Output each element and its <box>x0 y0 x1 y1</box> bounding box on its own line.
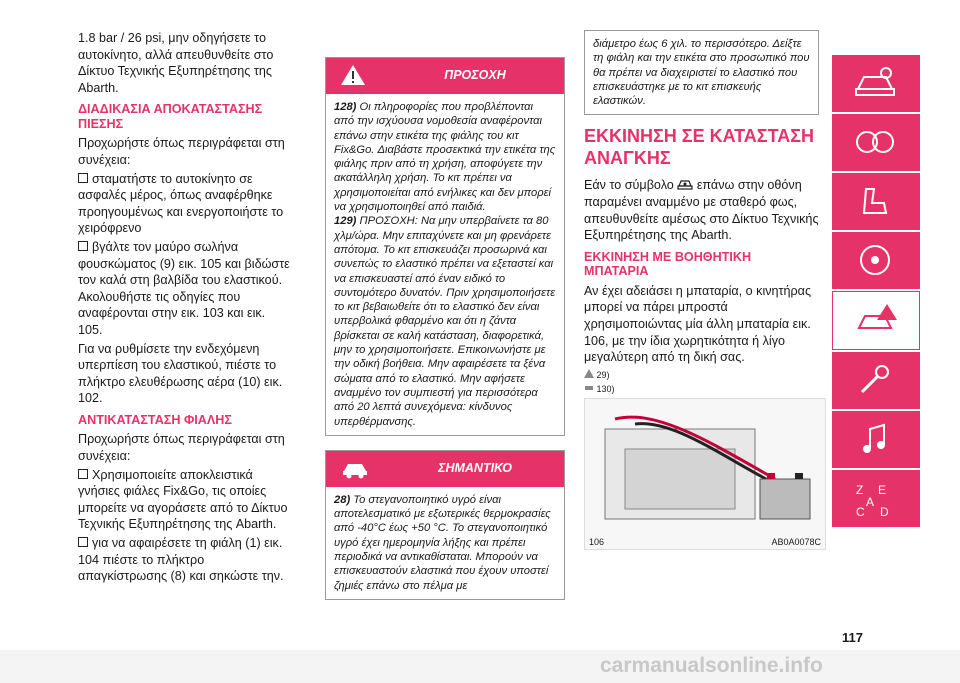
wrench-icon <box>852 360 898 400</box>
tab-index[interactable] <box>832 470 920 527</box>
svg-text:A: A <box>866 495 875 509</box>
section-heading: ΕΚΚΙΝΗΣΗ ΜΕ ΒΟΗΘΗΤΙΚΗ ΜΠΑΤΑΡΙΑ <box>584 249 752 279</box>
watermark-text: carmanualsonline.info <box>600 654 823 677</box>
checkbox-bullet-icon <box>78 469 88 479</box>
index-letters-icon <box>852 478 898 518</box>
watermark-bar <box>0 650 960 683</box>
checkbox-bullet-icon <box>78 173 88 183</box>
dashboard-icon <box>852 122 898 162</box>
svg-text:C: C <box>856 505 865 518</box>
section-heading: ΔΙΑΔΙΚΑΣΙΑ ΑΠΟΚΑΤΑΣΤΑΣΗΣ ΠΙΕΣΗΣ <box>78 102 263 131</box>
column-3 <box>584 30 819 550</box>
note-ref: 29) <box>584 369 819 380</box>
music-note-icon <box>852 419 898 459</box>
figure-code: AB0A0078C <box>771 536 821 547</box>
paragraph: Προχωρήστε όπως περιγράφεται στη συνέχεια: <box>78 432 285 463</box>
svg-text:E: E <box>878 483 887 497</box>
tab-multimedia[interactable] <box>832 411 920 468</box>
tab-maintenance[interactable] <box>832 352 920 409</box>
bullet-item: σταματήστε το αυτοκίνητο σε ασφαλές μέρος, όπως αναφέρθηκε προηγουμένως και ενεργοποιήστε το χειρόφρενο <box>78 171 284 236</box>
paragraph: Για να ρυθμίσετε την ενδεχόμενη υπερπίεση του ελαστικού, πιέστε το πλήκτρο ελευθέρωσης αέρα (10) εικ. 102. <box>78 341 283 406</box>
tab-dashboard[interactable] <box>832 114 920 171</box>
important-text: 28) Το στεγανοποιητικό υγρό είναι αποτελεσματικό με εξωτερικές θερμοκρασίες από -40°C έως +50 °C. Το στεγανοποιητικό υγρό έχει ημερομηνία λήξης και πρέπει περιοδικά να αντικαθίσταται. Μπορούν να επισκευαστούν ελαστικά που έχουν υποστεί ζημιές επάνω στο πέλμα με <box>334 493 551 592</box>
svg-text:D: D <box>880 505 889 518</box>
immobilizer-car-icon <box>677 178 693 191</box>
car-lift-icon <box>340 457 370 479</box>
checkbox-bullet-icon <box>78 537 88 547</box>
important-title: ΣΗΜΑΝΤΙΚΟ <box>438 460 512 475</box>
paragraph: 1.8 bar / 26 psi, μην οδηγήσετε το αυτοκίνητο, αλλά απευθυνθείτε στο Δίκτυο Τεχνικής Εξυπηρέτησης της Abarth. <box>78 31 274 95</box>
important-box <box>325 450 565 600</box>
column-1 <box>78 30 293 587</box>
tab-seat-safety[interactable] <box>832 173 920 230</box>
warning-text: 128) Οι πληροφορίες που προβλέπονται από την ισχύουσα νομοθεσία αναφέρονται επάνω στην ετικέτα της φιάλης του κιτ Fix&Go. Διαβάστε προσεκτικά την ετικέτα της φιάλης πριν από τη χρήση, αποφύγετε την ακατάλληλη χρήση. Το κιτ πρέπει να χρησιμοποιείται από ενήλικες και δεν μπορεί να χρησιμοποιηθεί από παιδιά. 129) ΠΡΟΣΟΧΗ: Να μην υπερβαίνετε τα 80 χλμ/ώρα. Μην επιταχύνετε και μη φρενάρετε απότομα. Το κιτ επισκευάζει προσωρινά και συνεπώς το ελαστικό πρέπει να εξεταστεί και να επισκευαστεί από έναν ειδικό το συντομότερο δυνατόν. Πριν χρησιμοποιήσετε το κιτ βεβαιωθείτε ότι το ελαστικό δεν είναι υπερβολικά φθαρμένο και ότι η ζάντα βρίσκεται σε καλή κατάσταση, διαφορετικά, μην το χρησιμοποιήσετε. Επικοινωνήστε με την οδική βοήθεια. Μην αφαιρέσετε τα ξένα σώματα από το ελαστικό. Μην αφήσετε αναμμένο τον συμπιεστή για περισσότερα από 20 λεπτά συνεχόμενα: κίνδυνος υπερθέρμανσης. <box>334 101 556 428</box>
warning-triangle-icon <box>584 369 594 378</box>
continued-text: διάμετρο έως 6 χιλ. το περισσότερο. Δείξτε τη φιάλη και την ετικέτα στο προσωπικό που θα πρέπει να διαχειριστεί το ελαστικό που επισκευάστηκε με το κιτ επισκευής ελαστικών. <box>593 38 810 108</box>
battery-jumpstart-illustration <box>585 399 825 539</box>
section-heading: ΑΝΤΙΚΑΤΑΣΤΑΣΗ ΦΙΑΛΗΣ <box>78 412 232 427</box>
svg-text:Z: Z <box>856 483 864 497</box>
warning-title: ΠΡΟΣΟΧΗ <box>444 68 506 82</box>
warning-header <box>326 58 564 94</box>
tab-steering[interactable] <box>832 232 920 289</box>
column-2 <box>325 57 565 600</box>
bullet-item: βγάλτε τον μαύρο σωλήνα φουσκώματος (9) εικ. 105 και βιδώστε τον καλά στη βαλβίδα του ελαστικού. Ακολουθήστε τις οδηγίες που αναφέρονται στην εικ. 103 και εικ. 105. <box>78 239 290 337</box>
page-number: 117 <box>842 630 863 645</box>
steering-icon <box>852 240 898 280</box>
important-header <box>326 451 564 487</box>
paragraph: Αν έχει αδειάσει η μπαταρία, ο κινητήρας μπορεί να πάρει μπροστά χρησιμοποιώντας μία άλλη μπαταρία εικ. 106, με την ίδια χωρητικότητα ή λίγο μεγαλύτερη από τη δική σας. <box>584 283 812 365</box>
figure-battery-jumpstart <box>584 398 826 550</box>
checkbox-bullet-icon <box>78 241 88 251</box>
bullet-item: για να αφαιρέσετε τη φιάλη (1) εικ. 104 πιέστε το πλήκτρο απαγκίστρωσης (8) και σηκώστε την. <box>78 535 284 584</box>
seat-safety-icon <box>852 181 898 221</box>
chapter-tabs <box>832 55 920 529</box>
tab-emergency[interactable] <box>832 291 920 350</box>
car-lift-icon <box>584 383 594 392</box>
section-heading-large: ΕΚΚΙΝΗΣΗ ΣΕ ΚΑΤΑΣΤΑΣΗ ΑΝΑΓΚΗΣ <box>584 126 815 169</box>
figure-number: 106 <box>589 536 605 547</box>
bullet-item: Χρησιμοποιείτε αποκλειστικά γνήσιες φιάλες Fix&Go, τις οποίες μπορείτε να αγοράσετε από το Δίκτυο Τεχνικής Εξυπηρέτησης της Abarth. <box>78 467 288 532</box>
warning-box <box>325 57 565 436</box>
tab-car-info[interactable] <box>832 55 920 112</box>
paragraph: Εάν το σύμβολο επάνω στην οθόνη παραμένει αναμμένο με σταθερό φως, απευθυνθείτε αμέσως στο Δίκτυο Τεχνικής Εξυπηρέτησης της Abarth. <box>584 178 819 243</box>
warning-triangle-icon <box>340 64 366 86</box>
car-info-icon <box>852 63 898 103</box>
warning-car-icon <box>853 300 899 340</box>
continued-box <box>584 30 819 115</box>
paragraph: Προχωρήστε όπως περιγράφεται στη συνέχεια: <box>78 136 285 167</box>
note-ref: 130) <box>584 383 819 394</box>
